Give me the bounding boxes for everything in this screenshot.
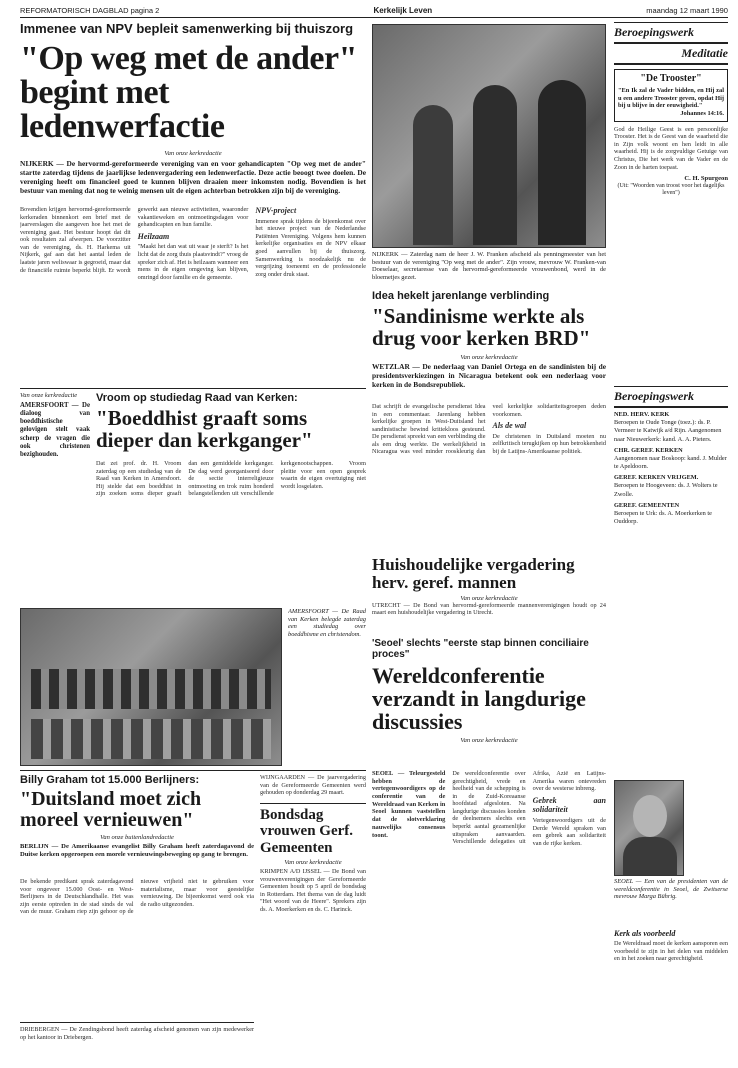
a7-body: De wereldconferentie over gerechtigheid, vrede en heelheid van de schepping is in de Zuid-Koreaanse hoofdstad afgesloten. Na langdurige discussies konden de deelnemers slechts een beperkt aantal gezamenlijke uitspraken aanvaarden. Verschillende delegaties uit Afrika, Azië en Latijns-Amerika waren ontevreden over de westerse inbreng. [452, 770, 606, 846]
kerk-voorbeeld [614, 926, 728, 1056]
a1-body3: Immenee sprak tijdens de bijeenkomst over het nieuwe project van de Nederlandse Patiënten Vereniging. Volgens hem kunnen kerkelijke organisaties en de NPV elkaar goed aanvullen bij de thuiszorg. Samenwerking is noodzakelijk nu de vergrijzing toeneemt en de professionele zorg onder druk staat. [255, 217, 366, 278]
a5-title[interactable]: "Sandinisme werkte als drug voor kerken BRD" [372, 304, 591, 351]
church-1-t: Aangenomen naar Boskoop: kand. J. Mulder te Apeldoorn. [614, 454, 727, 471]
a3-byline: Van onze buitenlandredactie [100, 834, 174, 842]
a1-lead: NIJKERK — De hervormd-gereformeerde vereniging van en voor gehandicapten "Op weg met de ander" startte zaterdag tijdens de jaarlijkse ledenvergadering een ledenwerfactie. Deze actie beoogt twee doelen. De vereniging heeft om financieel goed te kunnen blijven draaien meer inkomsten nodig. Bovendien is het bestuur van mening dat nog te weinig mensen uit de eigen achterban betrokken zijn bij de vereniging. [20, 159, 366, 195]
photo-studiedag [20, 608, 282, 766]
a5-intro [372, 354, 606, 400]
a7-kicker: 'Seoel' slechts "eerste stap binnen conciliaire proces" [372, 638, 589, 660]
a4-title[interactable]: Bondsdag vrouwen Gerf. Gemeenten [260, 803, 366, 857]
a1-sub-heilzaam: Heilzaam [137, 231, 170, 241]
photo-buhrig [614, 780, 684, 876]
a5-body-columns [372, 403, 606, 553]
divider [20, 388, 366, 389]
a1-sub-npv: NPV-project [255, 206, 297, 215]
column-label: Beroepingswerk [614, 22, 728, 44]
a7-title[interactable]: Wereldconferentie verzandt in langdurige discussies [372, 663, 586, 735]
a5-lead: WETZLAR — De nederlaag van Daniel Ortega en de sandinisten bij de presidentsverkiezingen in Nicaragua betekent ook een nederlaag voor kerken in de Bondsrepubliek. [372, 362, 606, 389]
a2-body-columns [96, 460, 366, 600]
photo-franken [372, 24, 606, 248]
a5-body2: De christenen in Duitsland moeten nu zelfkritisch terugkijken op hun betrokkenheid bij de Latijns-Amerikaanse politiek. [492, 432, 606, 455]
a1-byline: Van onze kerkredactie [164, 150, 222, 158]
a7-lead: SEOEL — Teleurgesteld hebben de vertegenwoordigers op de conferentie van de Wereldraad van Kerken in Seoel kunnen vaststellen dat de slotverklaring nauwelijks consensus toont. [372, 770, 446, 839]
a5-sub: Als de wal [492, 421, 527, 431]
a5-byline: Van onze kerkredactie [460, 354, 518, 361]
a6-byline: Van onze kerkredactie [460, 594, 518, 602]
a4-byline: Van onze kerkredactie [284, 859, 342, 867]
column-sub: Kerk als voorbeeld [614, 929, 676, 938]
a3-body: De bekende predikant sprak zaterdagavond voor ongeveer 15.000 Oost- en West-Berlijners in de Deutschlandhalle. Het was zijn eerste optreden in de stad sinds de val van de muur. Graham riep zijn gehoor op de nieuwe vrijheid niet te gebruiken voor materialisme, maar voor geestelijke vernieuwing. De bijeenkomst werd ook via de radio uitgezonden. [20, 878, 254, 916]
a1-body2: "Maakt het dan wat uit waar je sterft? Is het licht dat de zorg thuis plaatsvindt?" vroeg de spreker zich af. Het is heilzaam wanneer een mens in de eigen omgeving kan blijven, omringd door familie en de gemeente. [137, 243, 249, 281]
a2-lead: AMERSFOORT — De dialoog van boeddhistische gelovigen stelt vaak scherp de vragen die ook christenen bezighouden. [20, 402, 90, 458]
a2-byline: Van onze kerkredactie [20, 392, 78, 399]
article-mannen [372, 556, 606, 634]
church-2-h: GEREF. KERKEN VRIJGEM. [614, 474, 699, 482]
article-seoel [372, 638, 606, 766]
church-1-h: CHR. GEREF. KERKEN [614, 446, 683, 454]
a1-caption: NIJKERK — Zaterdag nam de heer J. W. Franken afscheid als penningmeester van het bestuur van de vereniging "Op weg met de ander". Zijn vrouw, mevrouw W. Franken-van Doeselaar, secretaresse van de hervormd-gereformeerde vrouwenbond, werd in de bloemetjes gezet. [372, 251, 606, 282]
column-label2: Beroepingswerk [614, 386, 728, 408]
meditatie-column [614, 22, 728, 422]
a3-title[interactable]: "Duitsland moet zich moreel vernieuwen" [20, 788, 202, 832]
a6-title[interactable]: Huishoudelijke vergadering herv. geref. mannen [372, 556, 575, 592]
a4-lead: WIJNGAARDEN — De jaarvergadering van de Gereformeerde Gemeenten werd gehouden op donderdag 29 maart. [260, 774, 366, 797]
article-bondsdag [260, 774, 366, 1060]
a3-body-columns [20, 878, 254, 1018]
church-3-t: Beroepen te Urk: ds. A. Moerkerken te Ouddorp. [614, 509, 712, 526]
a3-kicker: Billy Graham tot 15.000 Berlijners: [20, 774, 200, 786]
header-left: REFORMATORISCH DAGBLAD pagina 2 [20, 6, 160, 15]
a7-sub: Gebrek aan solidariteit [532, 795, 606, 815]
a1-body: Bovendien krijgen hervormd-gereformeerde kerkeraden binnenkort een brief met de jaarverslagen die aangeven hoe het met de vereniging gaat. Het bestuur hoopt dat dit ook resultaten zal afwerpen. De voorzitter van de vereniging, ds. H. Harkema uit Nijkerk, gaf aan dat het aantal leden de laatste jaren weliswaar is gegroeid, maar dat de financiële ruimte beperkt blijft. Er wordt gewerkt aan nieuwe activiteiten, waaronder vakantieweken en ontmoetingsdagen voor gehandicapten en hun familie. [20, 206, 249, 274]
header-section: Kerkelijk Leven [373, 6, 433, 15]
divider [20, 770, 366, 771]
article-billy-graham [20, 774, 254, 874]
beroepingswerk [614, 386, 728, 776]
church-list [614, 411, 728, 526]
a2-caption: AMERSFOORT — De Raad van Kerken belegde zaterdag een studiedag over boeddhisme en christendom. [288, 608, 366, 639]
a7-body2: Vertegenwoordigers uit de Derde Wereld spraken van een gebrek aan solidariteit van de rijke kerken. [532, 817, 606, 847]
a5-kicker: Idea hekelt jarenlange verblinding [372, 290, 550, 302]
med-ref: Johannes 14:16. [680, 110, 724, 118]
column-caption: SEOEL — Een van de presidenten van de wereldconferentie in Seoel, de Zwitserse mevrouw Marga Bührig. [614, 878, 728, 901]
a5-body: Dat schrijft de evangelische persdienst Idea in een commentaar. Jarenlang hebben kerkelijke groepen in West-Duitsland het sandinistische bewind kritiekloos gesteund. De persdienst spreekt van een verblinding die als een drug werkte. De werkelijkheid in Nicaragua was veel minder rooskleurig dan veel kerkelijke solidariteitsgroepen deden voorkomen. [372, 403, 606, 456]
a7-byline: Van onze kerkredactie [460, 737, 518, 745]
a2-body: Dat zei prof. dr. H. Vroom zaterdag op een studiedag van de Raad van Kerken in Amersfoort. Hij stelde dat een boeddhist in zijn zoeken soms dieper graaft dan een gemiddelde kerkganger. De dag werd georganiseerd door de sectie interreligieuze ontmoeting en trok ruim honderd belangstellenden uit verschillende kerkgenootschappen. Vroom pleitte voor een open gesprek waarin de eigen overtuiging niet wordt losgelaten. [96, 460, 366, 498]
column-body: De Wereldraad moet de kerken aansporen een voorbeeld te zijn in het delen van middelen en in het zoeken naar gerechtigheid. [614, 940, 728, 963]
a1-title[interactable]: "Op weg met de ander" begint met ledenwerfactie [20, 40, 357, 146]
article-sandinisme [372, 290, 606, 352]
med-body: God de Heilige Geest is een persoonlijke Trooster. Het is de Geest van de waarheid die in Zijn volk woont en hen leidt in alle waarheid. Hij is de zorgvuldige Getuige van Christus, Die het werk van de Vader en de Zoon in de harten toepast. [614, 125, 728, 171]
a2-kicker: Vroom op studiedag Raad van Kerken: [96, 392, 298, 404]
a3-lead: BERLIJN — De Amerikaanse evangelist Billy Graham heeft zaterdagavond de Duitse kerken opgeroepen een morele vernieuwingsbeweging op gang te brengen. [20, 843, 254, 858]
a2-side [20, 392, 90, 622]
med-author: C. H. Spurgeon [684, 175, 728, 183]
article-npv [20, 22, 366, 202]
med-title: "De Trooster" [640, 73, 702, 84]
column-meditatie: Meditatie [614, 44, 728, 65]
church-0-t: Beroepen te Oude Tonge (toez.): ds. P. Vermeer te Katwijk a/d Rijn. Aangenomen naar Nieuwerkerk: kand. A. A. Pieters. [614, 419, 722, 443]
a1-body-columns [20, 206, 366, 386]
church-2-t: Beroepen te Hoogeveen: ds. J. Wolters te Zwolle. [614, 482, 718, 498]
church-3-h: GEREF. GEMEENTEN [614, 501, 680, 509]
article-boeddhist [96, 392, 366, 454]
page-header [20, 4, 728, 18]
header-date: maandag 12 maart 1990 [646, 6, 728, 15]
a2-title[interactable]: "Boeddhist graaft soms dieper dan kerkganger" [96, 406, 313, 453]
a1-kicker: Immenee van NPV bepleit samenwerking bij thuiszorg [20, 22, 354, 36]
a3-brief: DRIEBERGEN — De Zendingsbond heeft zaterdag afscheid genomen van zijn medewerker op het kantoor in Driebergen. [20, 1022, 254, 1062]
church-0-h: NED. HERV. KERK [614, 411, 670, 418]
med-source: (Uit: "Woorden van troost voor het dagelijks leven") [617, 183, 725, 197]
med-verse: "En Ik zal de Vader bidden, en Hij zal u een andere Trooster geven, opdat Hij bij u blijve in der eeuwigheid." [618, 87, 724, 110]
a7-body-columns [372, 770, 606, 1050]
a4-body: KRIMPEN A/D IJSSEL — De Bond van vrouwenverenigingen der Gereformeerde Gemeenten houdt op 5 april de bondsdag in Rotterdam. Het thema van de dag luidt "Het woord van de Heere". Sprekers zijn ds. A. Moerkerken en ds. C. Harinck. [260, 868, 366, 913]
a6-body: UTRECHT — De Bond van hervormd-gereformeerde mannenverenigingen houdt op 24 maart een huishoudelijke vergadering in Utrecht. [372, 601, 606, 617]
